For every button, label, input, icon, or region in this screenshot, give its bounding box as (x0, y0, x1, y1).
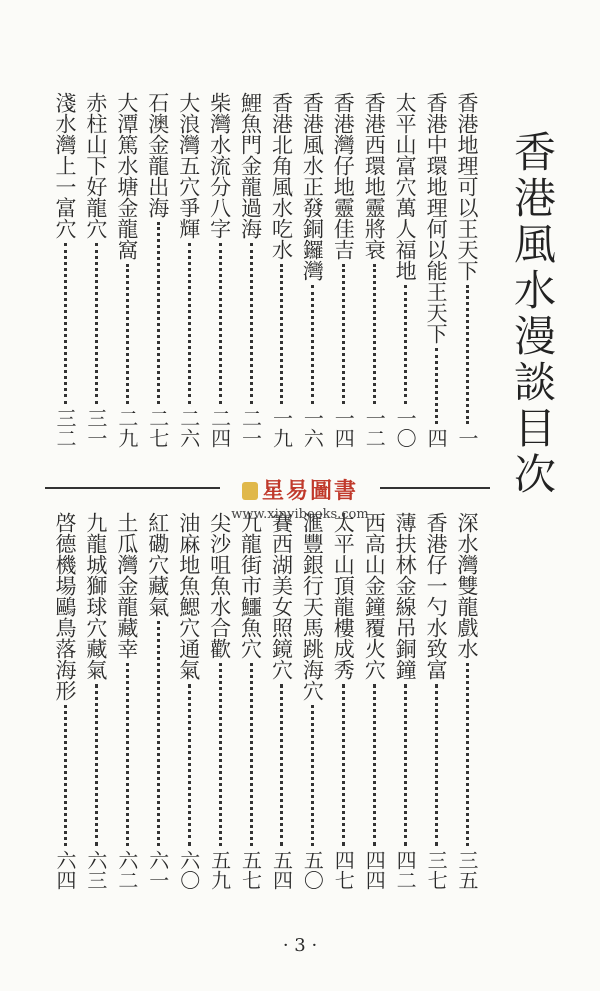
toc-entry-title: 石澳金龍出海 (145, 92, 170, 218)
toc-entry-title: 九龍街市鱷魚穴 (238, 512, 263, 659)
toc-entry (83, 92, 109, 448)
dot-leader (342, 264, 345, 404)
toc-entry (176, 92, 202, 448)
dot-leader (64, 705, 67, 846)
dot-leader (126, 264, 129, 404)
toc-entry-title: 土瓜灣金龍藏幸 (114, 512, 139, 659)
toc-entry-title: 香港風水正發銅鑼灣 (300, 92, 325, 281)
toc-entry (268, 512, 294, 890)
dot-leader (250, 663, 253, 846)
toc-entry-title: 尖沙咀魚水合歡 (207, 512, 232, 659)
toc-entry-page: 五〇 (300, 850, 325, 890)
dot-leader (404, 684, 407, 846)
dot-leader (157, 222, 160, 404)
toc-top-section (52, 92, 480, 448)
dot-leader (435, 348, 438, 424)
toc-entry-title: 啓德機場鷗鳥落海形 (53, 512, 77, 701)
toc-entry (52, 92, 78, 448)
toc-entry-title: 西高山金鐘覆火穴 (362, 512, 387, 680)
toc-entry-title: 油麻地魚鰓穴通氣 (176, 512, 201, 680)
page-number: · 3 · (282, 935, 318, 956)
toc-entry-title: 滙豐銀行天馬跳海穴 (300, 512, 325, 701)
toc-entry (330, 512, 356, 890)
toc-entry-page: 六二 (114, 850, 139, 890)
dot-leader (280, 684, 283, 846)
toc-entry-title: 香港中環地理何以能王天下 (424, 92, 449, 344)
toc-entry (52, 512, 78, 890)
toc-entry-title: 香港地理可以王天下 (454, 92, 479, 281)
toc-entry (299, 512, 325, 890)
toc-entry-title: 香港灣仔地靈佳吉 (331, 92, 356, 260)
watermark-url: www.xinyibooks.com (231, 507, 369, 522)
toc-entry-title: 香港仔一勺水致富 (424, 512, 449, 680)
toc-entry-page: 一九 (269, 408, 294, 448)
toc-entry (83, 512, 109, 890)
toc-title: 香港風水漫談目次 (508, 130, 557, 498)
dot-leader (311, 705, 314, 846)
toc-entry (268, 92, 294, 448)
watermark-logo-text: 星易圖書 (261, 478, 358, 504)
dot-leader (373, 684, 376, 846)
toc-entry-page: 三二 (53, 408, 77, 448)
toc-entry-page: 六〇 (176, 850, 201, 890)
dot-leader (64, 243, 67, 404)
toc-entry-title: 香港北角風水吃水 (269, 92, 294, 260)
dot-leader (95, 243, 98, 404)
toc-entry (423, 512, 449, 890)
toc-entry-page: 三五 (454, 850, 479, 890)
toc-entry (392, 512, 418, 890)
toc-entry (176, 512, 202, 890)
dot-leader (188, 243, 191, 404)
toc-entry-page: 六三 (83, 850, 108, 890)
toc-entry-page: 一四 (331, 408, 356, 448)
toc-entry-page: 二九 (114, 408, 139, 448)
toc-entry-page: 四七 (331, 850, 356, 890)
toc-entry (299, 92, 325, 448)
toc-entry (238, 512, 264, 890)
dot-leader (280, 264, 283, 404)
dot-leader (311, 285, 314, 404)
toc-entry-page: 一六 (300, 408, 325, 448)
toc-entry-page: 五四 (269, 850, 294, 890)
toc-entry-page: 四四 (362, 850, 387, 890)
toc-entry (238, 92, 264, 448)
toc-entry-title: 薄扶林金線吊銅鐘 (393, 512, 418, 680)
toc-entry-page: 二七 (145, 408, 170, 448)
toc-entry-title: 紅磡穴藏氣 (145, 512, 170, 617)
toc-entry-page: 四二 (393, 850, 418, 890)
toc-entry-page: 二一 (238, 408, 263, 448)
toc-entry-page: 二六 (176, 408, 201, 448)
toc-entry-page: 四 (424, 428, 449, 448)
toc-entry-page: 三七 (424, 850, 449, 890)
divider-right (380, 487, 490, 489)
toc-entry (207, 512, 233, 890)
toc-entry (145, 92, 171, 448)
dot-leader (342, 684, 345, 846)
dot-leader (373, 264, 376, 404)
dot-leader (466, 663, 469, 846)
toc-entry-title: 九龍城獅球穴藏氣 (83, 512, 108, 680)
toc-entry-page: 五九 (207, 850, 232, 890)
toc-entry-page: 一〇 (393, 408, 418, 448)
toc-entry-page: 一二 (362, 408, 387, 448)
toc-entry (361, 92, 387, 448)
toc-entry (145, 512, 171, 890)
publisher-logo-icon (242, 482, 258, 500)
toc-entry-page: 一 (454, 428, 479, 448)
toc-entry-title: 賽西湖美女照鏡穴 (269, 512, 294, 680)
toc-entry-page: 六四 (53, 850, 77, 890)
toc-entry (361, 512, 387, 890)
toc-entry (114, 512, 140, 890)
dot-leader (404, 285, 407, 404)
toc-entry-title: 太平山富穴萬人福地 (393, 92, 418, 281)
dot-leader (250, 243, 253, 404)
toc-entry-title: 柴灣水流分八字 (207, 92, 232, 239)
dot-leader (219, 243, 222, 404)
toc-entry-title: 大潭篤水塘金龍窩 (114, 92, 139, 260)
toc-entry-title: 香港西環地靈將衰 (362, 92, 387, 260)
dot-leader (466, 285, 469, 424)
dot-leader (126, 663, 129, 846)
toc-entry-title: 赤柱山下好龍穴 (83, 92, 108, 239)
toc-bottom-section (52, 512, 480, 890)
toc-entry (330, 92, 356, 448)
dot-leader (435, 684, 438, 846)
toc-entry (114, 92, 140, 448)
dot-leader (95, 684, 98, 846)
dot-leader (157, 621, 160, 846)
toc-entry (454, 512, 480, 890)
toc-entry (392, 92, 418, 448)
dot-leader (219, 663, 222, 846)
toc-entry-page: 五七 (238, 850, 263, 890)
toc-entry-title: 鯉魚門金龍過海 (238, 92, 263, 239)
toc-entry-page: 二四 (207, 408, 232, 448)
toc-entry-title: 太平山頂龍樓成秀 (331, 512, 356, 680)
toc-entry-page: 六一 (145, 850, 170, 890)
divider-left (45, 487, 220, 489)
toc-entry (207, 92, 233, 448)
dot-leader (188, 684, 191, 846)
toc-entry (423, 92, 449, 448)
toc-entry (454, 92, 480, 448)
toc-entry-title: 深水灣雙龍戲水 (454, 512, 479, 659)
toc-entry-page: 三一 (83, 408, 108, 448)
toc-entry-title: 大浪灣五穴爭輝 (176, 92, 201, 239)
toc-entry-title: 淺水灣上一富穴 (53, 92, 77, 239)
